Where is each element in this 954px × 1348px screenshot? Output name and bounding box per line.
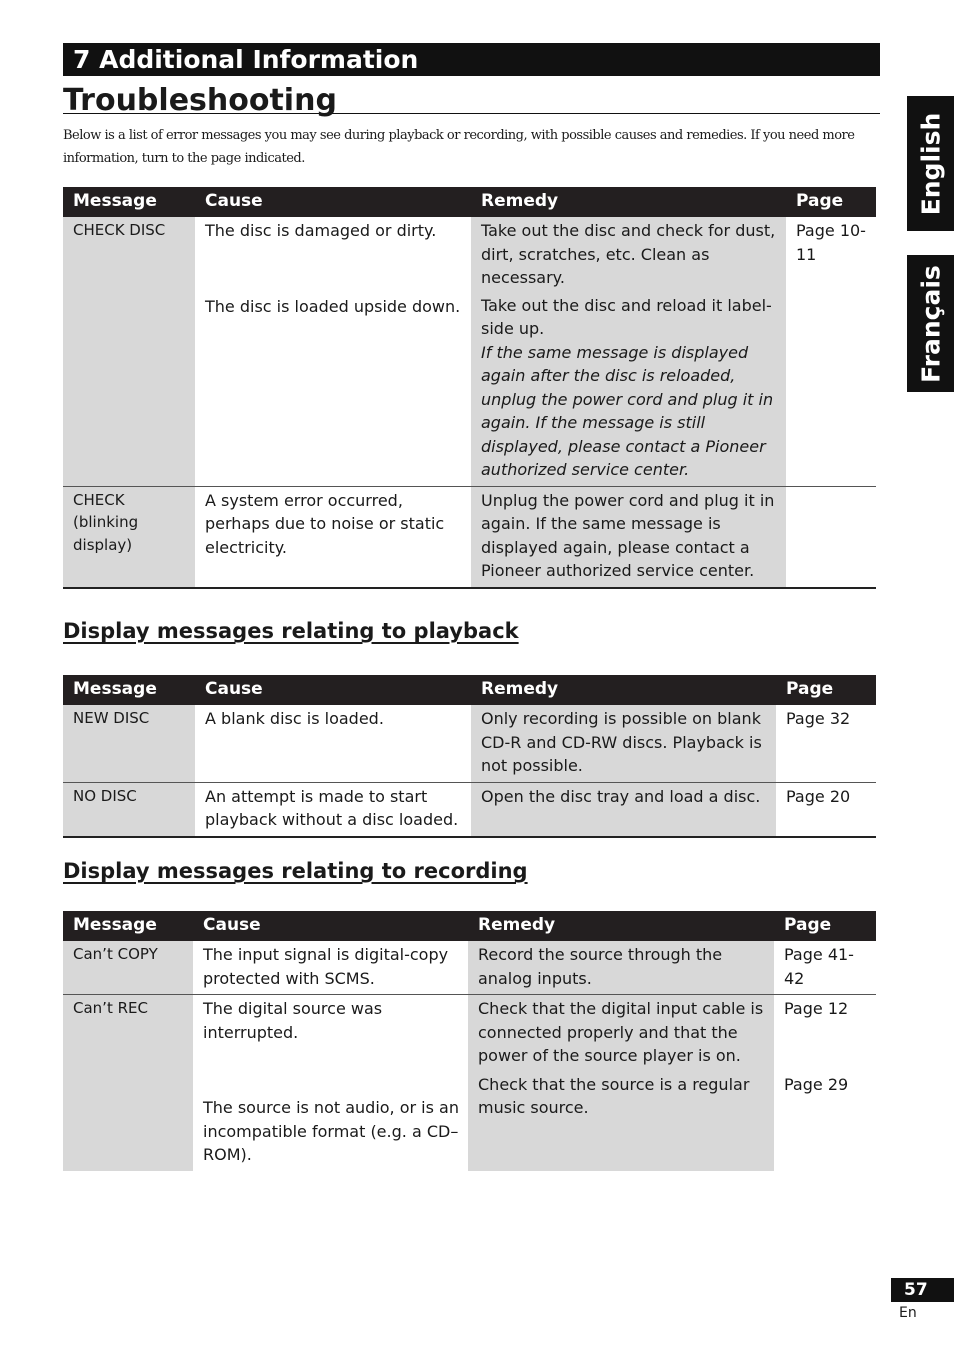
header-remedy: Remedy	[468, 911, 774, 941]
header-cause: Cause	[195, 675, 471, 705]
cause-cell: A blank disc is loaded.	[195, 705, 471, 782]
page-title: Troubleshooting	[63, 82, 880, 114]
remedy-cell: Record the source through the analog inputs.	[468, 941, 774, 995]
table-row	[63, 782, 876, 837]
header-page: Page	[774, 911, 876, 941]
header-remedy: Remedy	[471, 187, 786, 217]
remedy-cell: Open the disc tray and load a disc.	[471, 782, 776, 837]
table-header-row	[63, 911, 876, 941]
table-row	[63, 941, 876, 995]
header-remedy: Remedy	[471, 675, 776, 705]
page-cell: Page 41-42	[774, 941, 876, 995]
cause-text: The source is not audio, or is an incompatible format (e.g. a CD–ROM).	[203, 1098, 459, 1164]
tab-francais-label: Français	[916, 264, 945, 383]
troubleshooting-table	[63, 187, 876, 589]
header-page: Page	[776, 675, 876, 705]
remedy-cell	[468, 995, 774, 1171]
header-page: Page	[786, 187, 876, 217]
remedy-text: Check that the digital input cable is connected properly and that the power of the source player is on.	[478, 999, 764, 1065]
table-row	[63, 217, 876, 486]
cause-cell	[193, 995, 468, 1171]
table-header-row	[63, 187, 876, 217]
header-message: Message	[63, 911, 193, 941]
section-heading: 7 Additional Information	[63, 43, 880, 76]
remedy-text: Take out the disc and reload it label-side up.	[481, 295, 772, 338]
tab-francais	[907, 255, 954, 392]
message-cell: CHECK DISC	[63, 217, 195, 486]
page-text: Page 29	[784, 1074, 849, 1094]
remedy-text: Check that the source is a regular music source.	[478, 1074, 750, 1117]
remedy-cell: Unplug the power cord and plug it in again. If the same message is displayed again, please contact a Pioneer authorized service center.	[471, 486, 786, 588]
cause-text: The digital source was interrupted.	[203, 999, 383, 1042]
table-row	[63, 995, 876, 1171]
remedy-text: Take out the disc and check for dust, dirt, scratches, etc. Clean as necessary.	[481, 221, 776, 287]
page-cell: Page 10-11	[786, 217, 876, 486]
page-cell	[786, 486, 876, 588]
page-cell: Page 32	[776, 705, 876, 782]
page-text: Page 12	[784, 999, 849, 1018]
message-cell: Can’t REC	[63, 995, 193, 1171]
cause-cell: An attempt is made to start playback without a disc loaded.	[195, 782, 471, 837]
header-cause: Cause	[195, 187, 471, 217]
tab-english	[907, 96, 954, 231]
header-message: Message	[63, 675, 195, 705]
message-cell: Can’t COPY	[63, 941, 193, 995]
table-header-row	[63, 675, 876, 705]
cause-cell	[195, 217, 471, 486]
remedy-cell	[471, 217, 786, 486]
remedy-note: If the same message is displayed again after the disc is reloaded, unplug the power cord and plug it in again. If the message is still displayed, please contact a Pioneer authorized service center.	[481, 342, 774, 479]
tab-english-label: English	[916, 112, 945, 215]
intro-paragraph: Below is a list of error messages you may see during playback or recording, with possible causes and remedies. If you need more information, turn to the page indicated.	[63, 128, 855, 166]
cause-text: The disc is damaged or dirty.	[205, 221, 437, 240]
playback-heading: Display messages relating to playback	[63, 619, 519, 643]
cause-text: The disc is loaded upside down.	[205, 296, 461, 316]
header-cause: Cause	[193, 911, 468, 941]
table-row	[63, 705, 876, 782]
message-cell: NO DISC	[63, 782, 195, 837]
remedy-cell: Only recording is possible on blank CD-R and CD-RW discs. Playback is not possible.	[471, 705, 776, 782]
table-row	[63, 486, 876, 588]
page-cell: Page 20	[776, 782, 876, 837]
message-cell: CHECK (blinking display)	[63, 486, 195, 588]
page-language: En	[899, 1305, 917, 1321]
message-cell: NEW DISC	[63, 705, 195, 782]
page-cell	[774, 995, 876, 1171]
recording-table	[63, 911, 876, 1171]
cause-cell: A system error occurred, perhaps due to noise or static electricity.	[195, 486, 471, 588]
recording-heading: Display messages relating to recording	[63, 859, 528, 883]
header-message: Message	[63, 187, 195, 217]
playback-table	[63, 675, 876, 838]
page-number: 57	[891, 1278, 954, 1302]
cause-cell: The input signal is digital-copy protected with SCMS.	[193, 941, 468, 995]
